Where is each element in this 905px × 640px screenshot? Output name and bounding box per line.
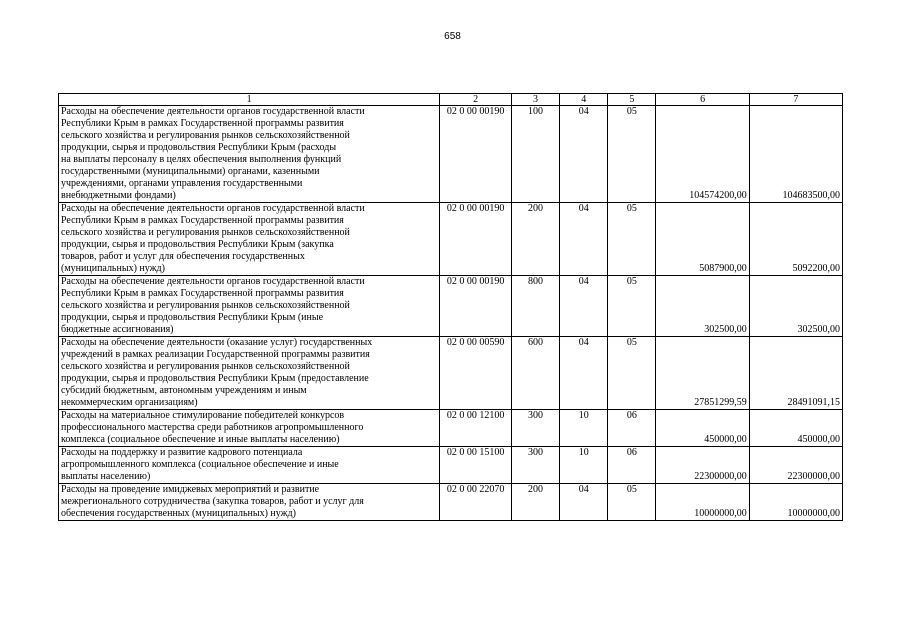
expense-type-code: 200 xyxy=(511,484,559,521)
description-line: продукции, сырья и продовольствия Республики Крым (предоставление xyxy=(61,373,369,384)
subsection-code: 05 xyxy=(608,276,656,337)
amount-year-2: 22300000,00 xyxy=(749,447,842,484)
column-header-5: 5 xyxy=(608,94,656,106)
header-row xyxy=(59,94,843,106)
description-line: продукции, сырья и продовольствия Республики Крым (закупка xyxy=(61,239,334,250)
expense-description xyxy=(59,447,440,484)
description-line: агропромышленного комплекса (социальное обеспечение и иные xyxy=(61,459,339,470)
description-line: Расходы на проведение имиджевых мероприятий и развитие xyxy=(61,484,320,495)
description-line: Расходы на обеспечение деятельности (оказание услуг) государственных xyxy=(61,337,373,348)
amount-year-1: 10000000,00 xyxy=(656,484,749,521)
description-line: бюджетные ассигнования) xyxy=(61,324,174,335)
column-header-4: 4 xyxy=(560,94,608,106)
budget-table xyxy=(58,93,843,521)
amount-year-2: 28491091,15 xyxy=(749,337,842,410)
amount-year-2: 5092200,00 xyxy=(749,203,842,276)
description-line: на выплаты персоналу в целях обеспечения выполнения функций xyxy=(61,154,342,165)
section-code: 04 xyxy=(560,106,608,203)
description-line: комплекса (социальное обеспечение и иные выплаты населению) xyxy=(61,434,340,445)
target-article-code: 02 0 00 12100 xyxy=(440,410,512,447)
section-code: 04 xyxy=(560,337,608,410)
target-article-code: 02 0 00 00190 xyxy=(440,203,512,276)
description-line: Расходы на материальное стимулирование победителей конкурсов xyxy=(61,410,345,421)
description-line: Расходы на поддержку и развитие кадрового потенциала xyxy=(61,447,303,458)
description-line: Республики Крым в рамках Государственной программы развития xyxy=(61,288,344,299)
target-article-code: 02 0 00 22070 xyxy=(440,484,512,521)
section-code: 10 xyxy=(560,447,608,484)
amount-year-2: 450000,00 xyxy=(749,410,842,447)
description-line: товаров, работ и услуг для обеспечения государственных xyxy=(61,251,305,262)
column-header-2: 2 xyxy=(440,94,512,106)
description-line: продукции, сырья и продовольствия Республики Крым (иные xyxy=(61,312,324,323)
description-line: (муниципальных) нужд) xyxy=(61,263,165,274)
description-line: выплаты населению) xyxy=(61,471,151,482)
expense-description xyxy=(59,106,440,203)
table-row xyxy=(59,447,843,484)
amount-year-1: 302500,00 xyxy=(656,276,749,337)
target-article-code: 02 0 00 15100 xyxy=(440,447,512,484)
description-line: учреждениями, органами управления государственными xyxy=(61,178,303,189)
table-row xyxy=(59,337,843,410)
column-header-6: 6 xyxy=(656,94,749,106)
description-line: Расходы на обеспечение деятельности органов государственной власти xyxy=(61,276,365,287)
expense-type-code: 300 xyxy=(511,410,559,447)
table-row xyxy=(59,106,843,203)
subsection-code: 06 xyxy=(608,410,656,447)
amount-year-2: 104683500,00 xyxy=(749,106,842,203)
target-article-code: 02 0 00 00190 xyxy=(440,276,512,337)
description-line: профессионального мастерства среди работников агропромышленного xyxy=(61,422,364,433)
expense-description xyxy=(59,337,440,410)
description-line: продукции, сырья и продовольствия Республики Крым (расходы xyxy=(61,142,337,153)
expense-description xyxy=(59,276,440,337)
description-line: сельского хозяйства и регулирования рынков сельскохозяйственной xyxy=(61,300,350,311)
description-line: учреждений в рамках реализации Государственной программы развития xyxy=(61,349,370,360)
description-line: сельского хозяйства и регулирования рынков сельскохозяйственной xyxy=(61,227,350,238)
description-line: внебюджетными фондами) xyxy=(61,190,176,201)
description-line: некоммерческим организациям) xyxy=(61,397,198,408)
expense-type-code: 600 xyxy=(511,337,559,410)
column-header-7: 7 xyxy=(749,94,842,106)
description-line: сельского хозяйства и регулирования рынков сельскохозяйственной xyxy=(61,361,350,372)
amount-year-1: 104574200,00 xyxy=(656,106,749,203)
description-line: межрегионального сотрудничества (закупка товаров, работ и услуг для xyxy=(61,496,364,507)
amount-year-1: 22300000,00 xyxy=(656,447,749,484)
section-code: 04 xyxy=(560,203,608,276)
description-line: Расходы на обеспечение деятельности органов государственной власти xyxy=(61,203,365,214)
expense-description xyxy=(59,410,440,447)
table-row xyxy=(59,484,843,521)
table-row xyxy=(59,410,843,447)
description-line: субсидий бюджетным, автономным учреждениям и иным xyxy=(61,385,307,396)
subsection-code: 05 xyxy=(608,337,656,410)
subsection-code: 06 xyxy=(608,447,656,484)
target-article-code: 02 0 00 00190 xyxy=(440,106,512,203)
section-code: 04 xyxy=(560,484,608,521)
description-line: государственными (муниципальными) органами, казенными xyxy=(61,166,320,177)
column-header-1: 1 xyxy=(59,94,440,106)
expense-type-code: 800 xyxy=(511,276,559,337)
subsection-code: 05 xyxy=(608,106,656,203)
amount-year-1: 27851299,59 xyxy=(656,337,749,410)
expense-type-code: 200 xyxy=(511,203,559,276)
description-line: обеспечения государственных (муниципальных) нужд) xyxy=(61,508,296,519)
table-row xyxy=(59,276,843,337)
expense-type-code: 100 xyxy=(511,106,559,203)
column-header-3: 3 xyxy=(511,94,559,106)
description-line: Республики Крым в рамках Государственной программы развития xyxy=(61,215,344,226)
section-code: 10 xyxy=(560,410,608,447)
description-line: сельского хозяйства и регулирования рынков сельскохозяйственной xyxy=(61,130,350,141)
description-line: Расходы на обеспечение деятельности органов государственной власти xyxy=(61,106,365,117)
table-body xyxy=(59,106,843,521)
amount-year-2: 10000000,00 xyxy=(749,484,842,521)
amount-year-1: 5087900,00 xyxy=(656,203,749,276)
expense-description xyxy=(59,484,440,521)
expense-description xyxy=(59,203,440,276)
amount-year-1: 450000,00 xyxy=(656,410,749,447)
table-row xyxy=(59,203,843,276)
expense-type-code: 300 xyxy=(511,447,559,484)
subsection-code: 05 xyxy=(608,484,656,521)
target-article-code: 02 0 00 00590 xyxy=(440,337,512,410)
amount-year-2: 302500,00 xyxy=(749,276,842,337)
subsection-code: 05 xyxy=(608,203,656,276)
page-number: 658 xyxy=(444,31,461,42)
section-code: 04 xyxy=(560,276,608,337)
description-line: Республики Крым в рамках Государственной программы развития xyxy=(61,118,344,129)
